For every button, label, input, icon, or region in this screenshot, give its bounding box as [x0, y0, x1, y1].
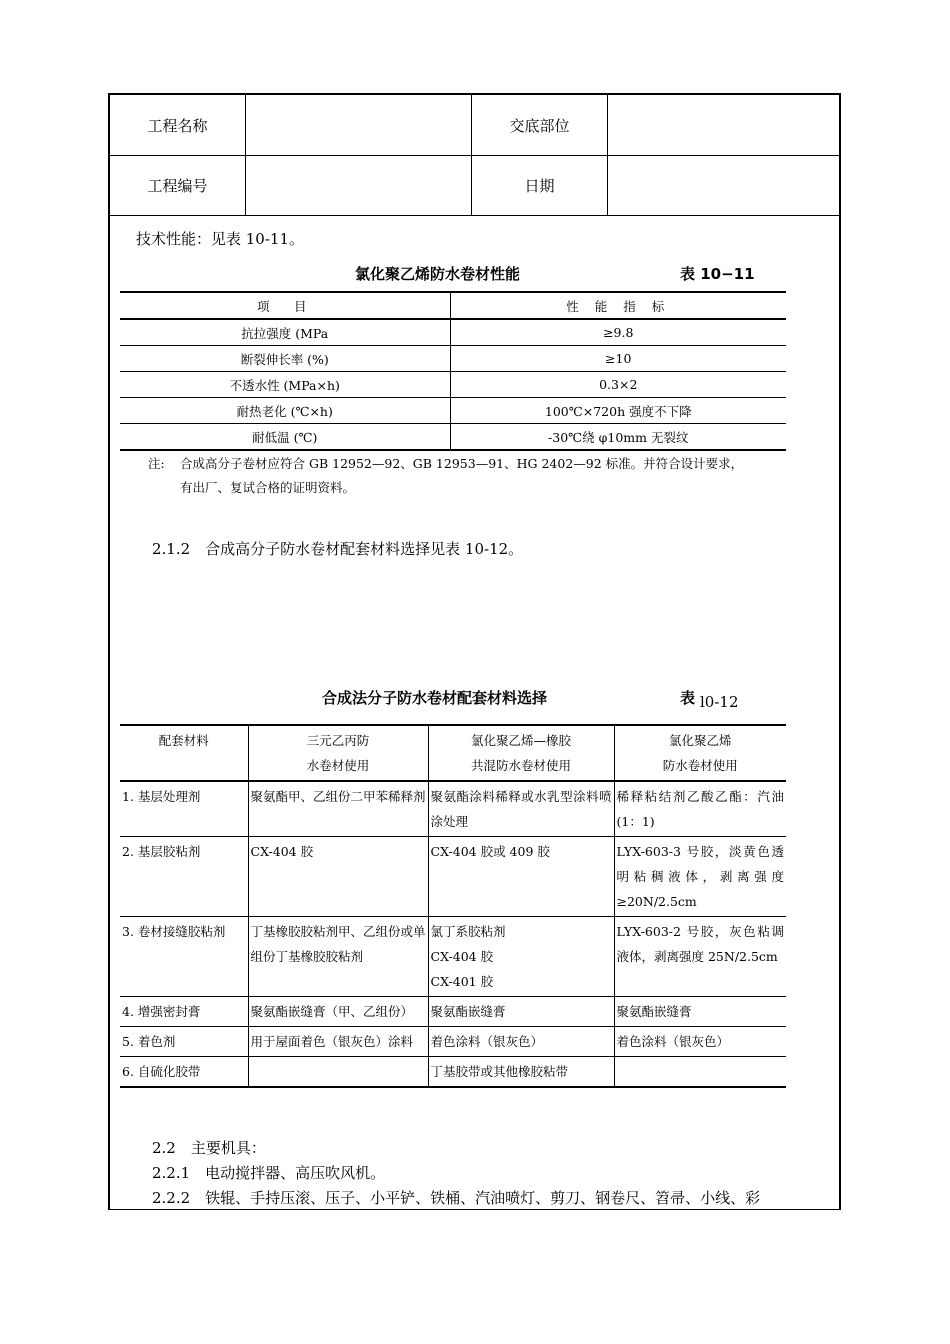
table-row	[120, 319, 786, 346]
table-cell: 聚氨酯嵌缝膏	[428, 997, 614, 1027]
table-cell: 用于屋面着色（银灰色）涂料	[248, 1027, 428, 1057]
document-frame	[108, 93, 841, 1210]
table-cell: 4. 增强密封膏	[120, 997, 248, 1027]
table-cell: 聚氨酯涂料稀释或水乳型涂料喷涂处理	[428, 781, 614, 837]
table-cell: 100℃×720h 强度不下降	[450, 398, 786, 424]
date-label: 日期	[524, 176, 555, 195]
table-cell: 3. 卷材接缝胶粘剂	[120, 917, 248, 997]
section-2-1-2: 2.1.2 合成高分子防水卷材配套材料选择见表 10-12。	[152, 540, 524, 558]
table1-number: 表 10−11	[680, 265, 755, 283]
table1-note-line1: 合成高分子卷材应符合 GB 12952—92、GB 12953—91、HG 2402—92 标准。并符合设计要求，	[180, 456, 744, 471]
table-cell: LYX-603-3 号胶，淡黄色透明粘稠液体，剥离强度≥20N/2.5cm	[614, 837, 786, 917]
table-cell: 聚氨酯甲、乙组份二甲苯稀释剂	[248, 781, 428, 837]
table2-title: 合成法分子防水卷材配套材料选择	[322, 689, 548, 707]
header-row-2	[110, 155, 839, 216]
table-header-row	[120, 292, 786, 319]
table-cell: ≥9.8	[450, 319, 786, 346]
materials-table	[120, 724, 786, 1088]
column-header: 配套材料	[120, 725, 248, 781]
table-cell: 不透水性 (MPa×h)	[120, 372, 450, 398]
section-2-2: 2.2 主要机具：	[152, 1139, 266, 1157]
table-row	[120, 1027, 786, 1057]
table-row	[120, 997, 786, 1027]
table1-note-prefix: 注:	[148, 456, 165, 471]
table-cell: 丁基胶带或其他橡胶粘带	[428, 1057, 614, 1088]
table-cell: LYX-603-2 号胶，灰色粘调液体，剥离强度 25N/2.5cm	[614, 917, 786, 997]
table2-number-a: 表	[680, 689, 696, 707]
table-cell: 5. 着色剂	[120, 1027, 248, 1057]
section-2-2-1: 2.2.1 电动搅拌器、高压吹风机。	[152, 1164, 386, 1182]
table-row	[120, 837, 786, 917]
intro-text: 技术性能：见表 10-11。	[136, 230, 305, 248]
table-cell: -30℃绕 φ10mm 无裂纹	[450, 424, 786, 451]
table-row	[120, 424, 786, 451]
table-cell: 2. 基层胶粘剂	[120, 837, 248, 917]
table-cell: 1. 基层处理剂	[120, 781, 248, 837]
table-cell: 抗拉强度 (MPa	[120, 319, 450, 346]
table-cell: 耐低温 (℃)	[120, 424, 450, 451]
handover-part-value[interactable]	[608, 95, 841, 155]
column-header: 项 目	[120, 292, 450, 319]
table-cell: 断裂伸长率 (%)	[120, 346, 450, 372]
section-2-2-2: 2.2.2 铁辊、手持压滚、压子、小平铲、铁桶、汽油喷灯、剪刀、钢卷尺、笤帚、小线、彩	[152, 1189, 761, 1207]
column-header: 氯化聚乙烯 防水卷材使用	[614, 725, 786, 781]
project-name-label: 工程名称	[147, 116, 208, 135]
table-cell: 着色涂料（银灰色）	[614, 1027, 786, 1057]
table-row	[120, 917, 786, 997]
table-cell: 着色涂料（银灰色）	[428, 1027, 614, 1057]
project-no-label: 工程编号	[147, 176, 208, 195]
table-cell: 耐热老化 (℃×h)	[120, 398, 450, 424]
table-cell: CX-404 胶	[248, 837, 428, 917]
table-row	[120, 346, 786, 372]
table-cell: 聚氨酯嵌缝膏	[614, 997, 786, 1027]
date-value[interactable]	[608, 155, 841, 215]
performance-table	[120, 291, 786, 451]
table-cell: CX-404 胶或 409 胶	[428, 837, 614, 917]
table-cell: 丁基橡胶胶粘剂甲、乙组份或单组份丁基橡胶胶粘剂	[248, 917, 428, 997]
column-header: 性 能 指 标	[450, 292, 786, 319]
table-row	[120, 781, 786, 837]
table-cell: 聚氨酯嵌缝膏（甲、乙组份）	[248, 997, 428, 1027]
table-cell: 稀释粘结剂乙酸乙酯：汽油(1：1)	[614, 781, 786, 837]
table-cell: 6. 自硫化胶带	[120, 1057, 248, 1088]
table-row	[120, 372, 786, 398]
table1-note-line2: 有出厂、复试合格的证明资料。	[180, 480, 356, 495]
table-cell	[614, 1057, 786, 1088]
table-cell	[248, 1057, 428, 1088]
project-name-value[interactable]	[246, 95, 471, 155]
table-row	[120, 1057, 786, 1088]
table1-title: 氯化聚乙烯防水卷材性能	[355, 265, 521, 283]
table-cell: 氯丁系胶粘剂 CX-404 胶 CX-401 胶	[428, 917, 614, 997]
column-header: 三元乙丙防 水卷材使用	[248, 725, 428, 781]
table-cell: 0.3×2	[450, 372, 786, 398]
table-cell: ≥10	[450, 346, 786, 372]
table-header-row	[120, 725, 786, 781]
column-header: 氯化聚乙烯—橡胶 共混防水卷材使用	[428, 725, 614, 781]
table-row	[120, 398, 786, 424]
table2-number-b: l0-12	[700, 693, 739, 711]
header-row-1	[110, 95, 839, 156]
project-no-value[interactable]	[246, 155, 471, 215]
handover-part-label: 交底部位	[509, 116, 570, 135]
